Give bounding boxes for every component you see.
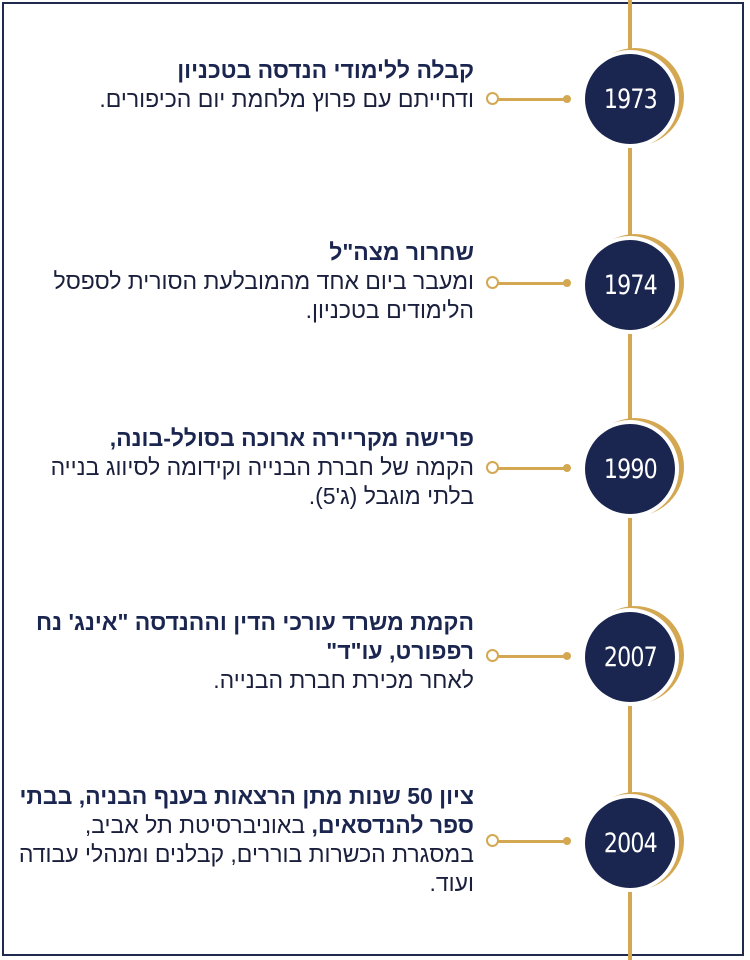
event-text: [14, 424, 474, 511]
year-label: 2007: [603, 641, 657, 673]
event-text: [14, 56, 474, 114]
event-body: לאחר מכירת חברת הבנייה.: [213, 667, 474, 693]
event-body: באוניברסיטת תל אביב, במסגרת הכשרות בוררים, קבלנים ומנהלי עבודה ועוד.: [18, 812, 474, 896]
timeline-event: [0, 600, 750, 740]
connector-dot-filled: [563, 464, 571, 472]
connector-dot-filled: [563, 279, 571, 287]
year-label: 1974: [603, 269, 657, 301]
year-label: 1990: [603, 453, 657, 485]
timeline-event: [0, 412, 750, 552]
year-badge: [585, 54, 675, 144]
event-headline: קבלה ללימודי הנדסה בטכניון: [177, 57, 474, 83]
event-headline: שחרור מצה"ל: [329, 239, 474, 265]
timeline-event: [0, 40, 750, 180]
connector-dot-open: [486, 649, 499, 662]
year-badge: [585, 612, 675, 702]
year-badge: [585, 240, 675, 330]
event-text: [14, 238, 474, 325]
event-body: ודחייתם עם פרוץ מלחמת יום הכיפורים.: [99, 86, 474, 112]
event-text: [14, 608, 474, 695]
connector-dot-open: [486, 834, 499, 847]
event-body: הקמה של חברת הבנייה וקידומה לסיווג בנייה בלתי מוגבל (ג'5).: [50, 454, 474, 509]
year-badge: [585, 424, 675, 514]
year-label: 2004: [603, 827, 657, 859]
connector-dot-open: [486, 461, 499, 474]
connector-line: [496, 655, 566, 658]
event-text: [14, 782, 474, 898]
event-headline: הקמת משרד עורכי הדין וההנדסה "אינג' נח רפפורט, עו"ד": [36, 609, 474, 664]
event-body: ומעבר ביום אחד מהמובלעת הסורית לספסל הלימודים בטכניון.: [53, 268, 474, 323]
event-headline: פרישה מקריירה ארוכה בסולל-בונה,: [109, 425, 474, 451]
connector-line: [496, 98, 566, 101]
connector-dot-filled: [563, 652, 571, 660]
event-headline: ציון 50 שנות מתן הרצאות בענף הבניה, בבתי ספר להנדסאים,: [19, 783, 474, 838]
timeline-event: [0, 226, 750, 366]
year-label: 1973: [603, 83, 657, 115]
connector-line: [496, 840, 566, 843]
connector-dot-open: [486, 92, 499, 105]
year-badge: [585, 798, 675, 888]
timeline-event: [0, 782, 750, 952]
connector-line: [496, 282, 566, 285]
connector-dot-filled: [563, 837, 571, 845]
connector-dot-filled: [563, 95, 571, 103]
connector-line: [496, 467, 566, 470]
connector-dot-open: [486, 276, 499, 289]
